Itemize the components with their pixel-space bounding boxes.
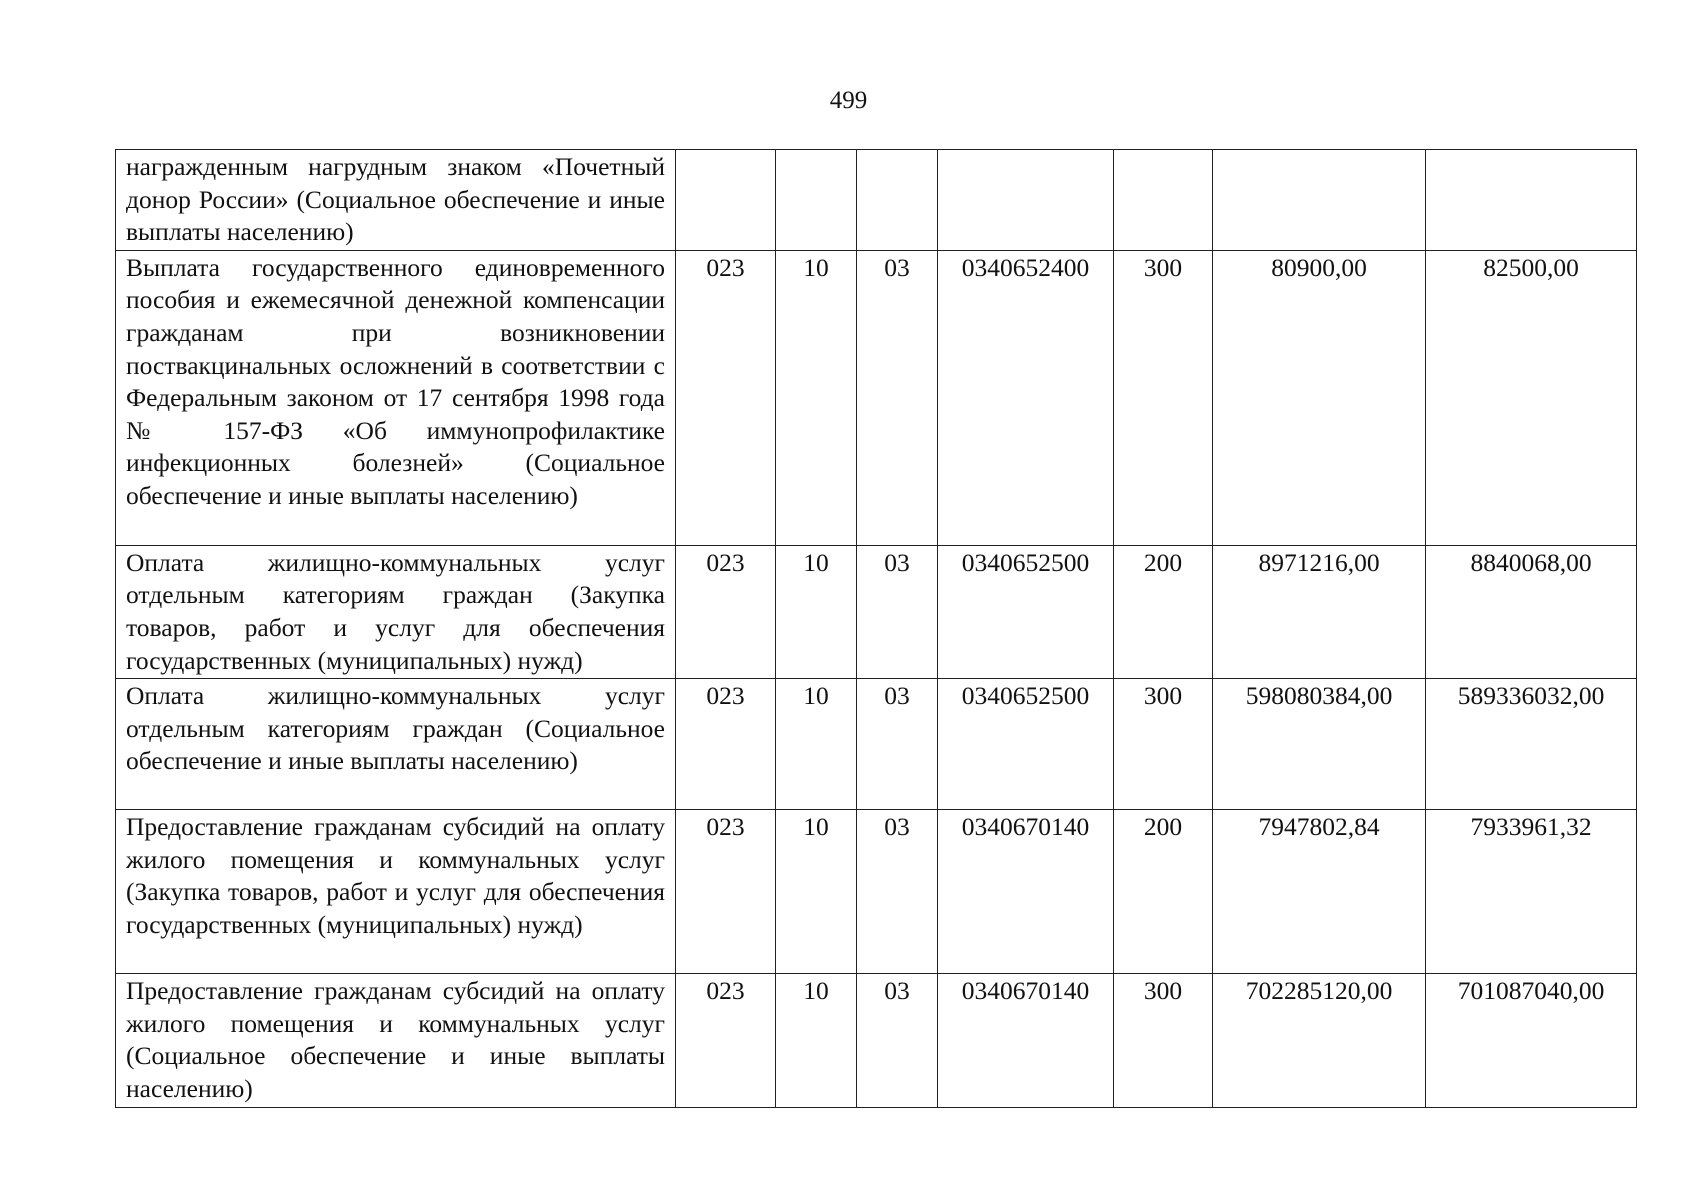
table-row [116, 545, 1637, 678]
section-code: 10 [776, 974, 857, 1107]
table-row [116, 810, 1637, 974]
row-description: Выплата государственного единовременного пособия и ежемесячной денежной компенсации гражданам при возникновении поствакцинальных осложнений в соответствии с Федеральным законом от 17 сентября 1998 года № 157-ФЗ «Об иммунопрофилактике инфекционных болезней» (Социальное обеспечение и иные выплаты населению) [116, 250, 676, 545]
section-code: 10 [776, 545, 857, 678]
table-row [116, 679, 1637, 810]
amount-year-1: 702285120,00 [1213, 974, 1426, 1107]
table-row [116, 150, 1637, 251]
section-code [776, 150, 857, 251]
subsection-code: 03 [857, 679, 938, 810]
amount-year-2: 589336032,00 [1426, 679, 1637, 810]
table-row [116, 250, 1637, 545]
amount-year-2: 82500,00 [1426, 250, 1637, 545]
amount-year-1: 7947802,84 [1213, 810, 1426, 974]
amount-year-1: 80900,00 [1213, 250, 1426, 545]
row-description: Предоставление гражданам субсидий на оплату жилого помещения и коммунальных услуг (Социальное обеспечение и иные выплаты населению) [116, 974, 676, 1107]
row-description: Оплата жилищно-коммунальных услуг отдельным категориям граждан (Закупка товаров, работ и услуг для обеспечения государственных (муниципальных) нужд) [116, 545, 676, 678]
grbs-code [676, 150, 776, 251]
expense-type-code: 300 [1114, 679, 1213, 810]
target-article-code: 0340652500 [938, 545, 1114, 678]
target-article-code [938, 150, 1114, 251]
expense-type-code [1114, 150, 1213, 251]
grbs-code: 023 [676, 545, 776, 678]
expense-type-code: 300 [1114, 250, 1213, 545]
row-description: награжденным нагрудным знаком «Почетный донор России» (Социальное обеспечение и иные выплаты населению) [116, 150, 676, 251]
grbs-code: 023 [676, 679, 776, 810]
amount-year-2: 701087040,00 [1426, 974, 1637, 1107]
target-article-code: 0340670140 [938, 810, 1114, 974]
amount-year-1: 8971216,00 [1213, 545, 1426, 678]
section-code: 10 [776, 250, 857, 545]
subsection-code: 03 [857, 250, 938, 545]
subsection-code [857, 150, 938, 251]
expense-type-code: 200 [1114, 545, 1213, 678]
subsection-code: 03 [857, 545, 938, 678]
amount-year-2: 8840068,00 [1426, 545, 1637, 678]
section-code: 10 [776, 810, 857, 974]
expense-type-code: 200 [1114, 810, 1213, 974]
amount-year-2: 7933961,32 [1426, 810, 1637, 974]
row-description: Предоставление гражданам субсидий на оплату жилого помещения и коммунальных услуг (Закупка товаров, работ и услуг для обеспечения государственных (муниципальных) нужд) [116, 810, 676, 974]
section-code: 10 [776, 679, 857, 810]
grbs-code: 023 [676, 810, 776, 974]
table-row [116, 974, 1637, 1107]
grbs-code: 023 [676, 250, 776, 545]
page-number: 499 [829, 87, 868, 114]
target-article-code: 0340652400 [938, 250, 1114, 545]
row-description: Оплата жилищно-коммунальных услуг отдельным категориям граждан (Социальное обеспечение и иные выплаты населению) [116, 679, 676, 810]
subsection-code: 03 [857, 974, 938, 1107]
amount-year-2 [1426, 150, 1637, 251]
subsection-code: 03 [857, 810, 938, 974]
amount-year-1 [1213, 150, 1426, 251]
grbs-code: 023 [676, 974, 776, 1107]
target-article-code: 0340652500 [938, 679, 1114, 810]
amount-year-1: 598080384,00 [1213, 679, 1426, 810]
expense-type-code: 300 [1114, 974, 1213, 1107]
target-article-code: 0340670140 [938, 974, 1114, 1107]
budget-table [115, 149, 1637, 1108]
